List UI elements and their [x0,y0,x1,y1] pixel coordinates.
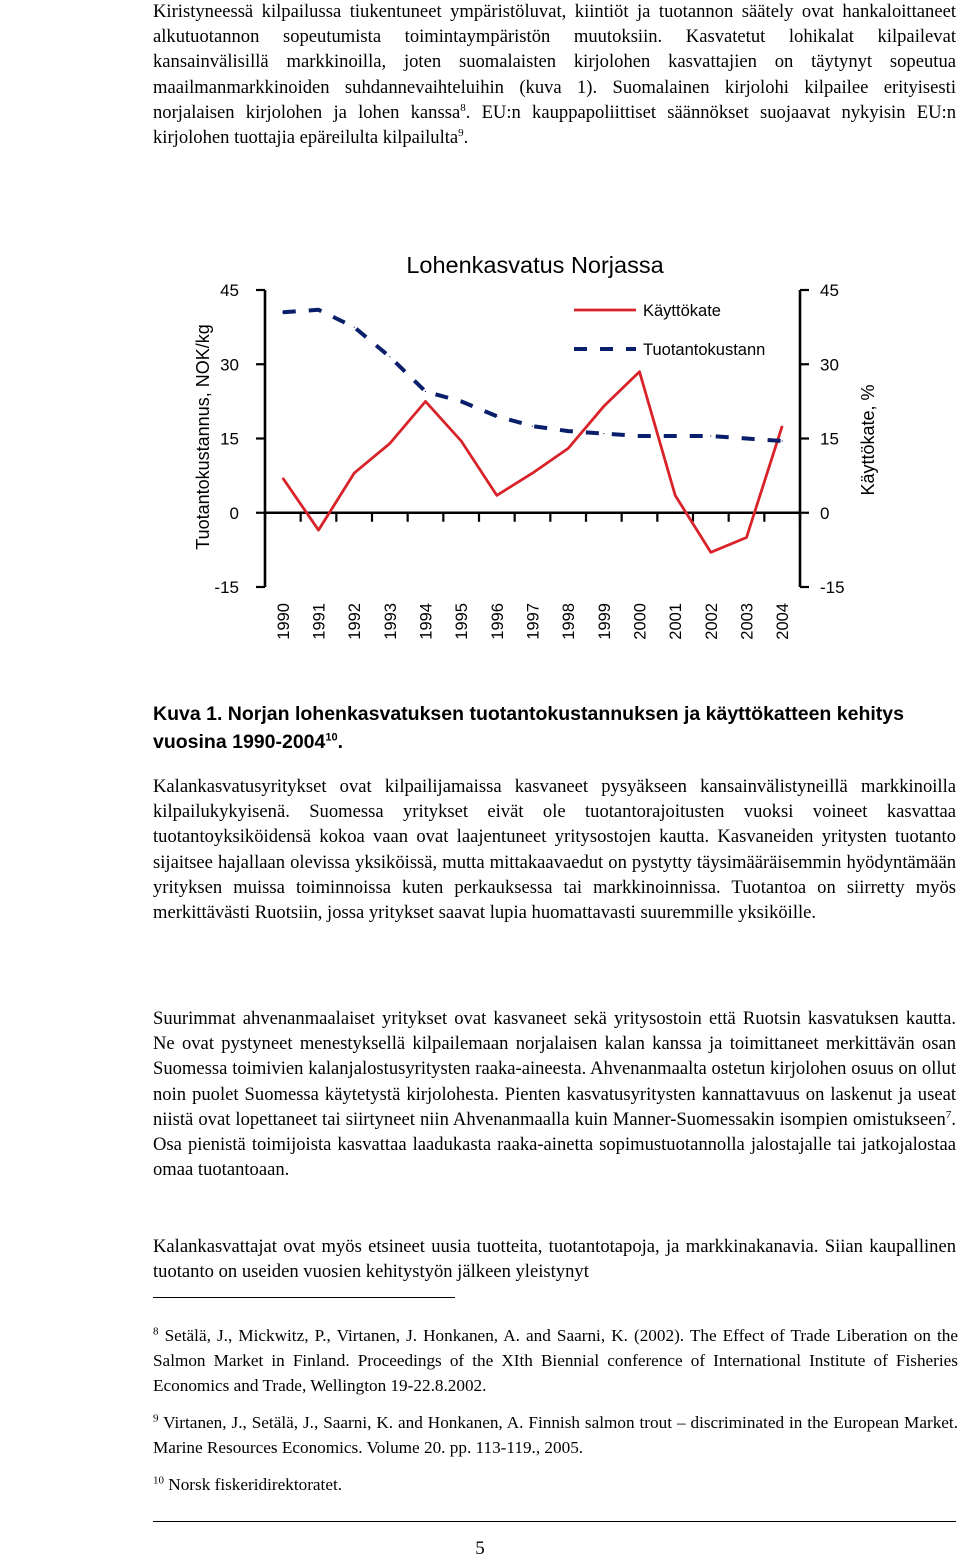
figure-caption: Kuva 1. Norjan lohenkasvatuksen tuotantokustannuksen ja käyttökatteen kehitys vuosina 1990-2004$^{10}$. [153,703,904,753]
y-tick-label-left: -15 [214,578,239,597]
x-tick-label: 1992 [346,603,365,640]
chart-legend [574,302,765,359]
legend-label-0: Käyttökate [643,302,721,320]
data-point [389,443,390,444]
y-tick-label-right: 45 [820,281,839,300]
x-tick-label: 2004 [774,603,793,640]
data-point [603,406,604,407]
chart-tick-labels [214,281,844,640]
footnote-ref-7[interactable]: 7 [945,1108,952,1121]
data-point [354,327,355,328]
y-tick-label-right: 30 [820,355,839,375]
data-point [425,401,426,402]
x-tick-label: 1994 [417,603,436,640]
y-tick-label-left: 30 [220,355,239,375]
x-tick-label: 2002 [702,603,721,640]
chart-title: Lohenkasvatus Norjassa [406,252,664,278]
data-point [496,416,497,417]
x-tick-label: 1996 [488,603,507,640]
y-tick-label-left: 45 [220,281,239,300]
data-point [782,440,783,441]
data-point [746,438,747,439]
series-line-1 [283,310,782,441]
paragraph-4: Kalankasvattajat ovat myös etsineet uusia tuotteita, tuotantotapoja, ja markkinakanavia. Siian kaupallinen tuotanto on useiden vuosien kehitystyön jälkeen yleistynyt [153,1236,956,1283]
data-point [532,426,533,427]
x-tick-label: 1997 [524,603,543,640]
data-point [710,435,711,436]
x-tick-label: 1995 [453,603,472,640]
y-tick-label-left: 0 [229,503,239,523]
data-point [639,371,640,372]
x-tick-label: 1993 [381,603,400,640]
data-point [532,473,533,474]
data-point [461,440,462,441]
page-number: 5 [475,1538,485,1559]
data-point [282,478,283,479]
series-line-0 [283,372,782,553]
footnote-10: $^{10}$ Norsk fiskeridirektoratet. [153,1474,343,1494]
data-point [639,435,640,436]
data-point [710,552,711,553]
y-tick-label-right: 15 [820,429,839,449]
data-point [318,529,319,530]
x-tick-label: 2000 [631,603,650,640]
x-tick-label: 1991 [310,603,329,640]
intro-paragraph: Kiristyneessä kilpailussa tiukentuneet ympäristöluvat, kiintiöt ja tuotannon säätely ovat hankaloittaneet alkutuotannon sopeutumista toimintaympäristön muutoksiin. Kasvatetut lohikalat kilpailevat kansainvälisillä markkinoilla, joten suomalaisten kirjolohen kasvattajien on täytynyt sopeutua maailmanmarkkinoiden suhdannevaihteluihin (kuva 1). Suomalainen kirjolohi kilpailee erityisesti norjalaisen kirjolohen ja lohen kanssa$^8$. EU:n kauppapoliittiset säännökset suojaavat nykyisin EU:n kirjolohen tuottajia epäreilulta kilpailulta$^9$. [153,1,956,149]
data-point [782,426,783,427]
data-point [282,312,283,313]
data-point [354,473,355,474]
data-point [746,537,747,538]
data-point [425,391,426,392]
page-footer-rule [153,1521,956,1522]
y-tick-label-right: 0 [820,503,830,523]
x-tick-label: 2001 [667,603,686,640]
figure-chart [0,0,960,680]
data-point [318,309,319,310]
footnote-ref-9[interactable]: 9 [458,126,464,139]
data-point [568,448,569,449]
x-tick-label: 2003 [738,603,757,640]
y-axis-label-left: Tuotantokustannus, NOK/kg [193,324,213,550]
legend-label-1: Tuotantokustann [643,341,766,359]
data-point [603,433,604,434]
y-axis-label-right: Käyttökate, % [858,384,878,496]
x-tick-label: 1990 [274,603,293,640]
footnote-9: $^9$ Virtanen, J., Setälä, J., Saarni, K. and Honkanen, A. Finnish salmon trout – discriminated in the European Market. Marine Resources Economics. Volume 20. pp. 113-119., 2005. [153,1412,958,1457]
x-tick-label: 1998 [560,603,579,640]
x-tick-label: 1999 [595,603,614,640]
footnote-divider [153,1297,455,1298]
data-point [675,495,676,496]
data-point [675,435,676,436]
data-point [389,356,390,357]
data-point [568,430,569,431]
footnote-ref-8[interactable]: 8 [460,101,466,114]
data-point [496,495,497,496]
y-tick-label-left: 15 [220,429,239,449]
footnote-8: $^8$ Setälä, J., Mickwitz, P., Virtanen, J. Honkanen, A. and Saarni, K. (2002). The Effect of Trade Liberation on the Salmon Market in Finland. Proceedings of the XIth Biennial conference of International Institute of Fisheries Economics and Trade, Wellington 19-22.8.2002. [153,1325,959,1395]
paragraph-2: Kalankasvatusyritykset ovat kilpailijamaissa kasvaneet pysyäkseen kansainvälistyneillä markkinoilla kilpailukykyisenä. Suomessa yritykset eivät ole tuotantorajoitusten vuoksi voineet kasvattaa tuotantoyksiköidensä kokoa vaan ovat laajentuneet yritysostojen kautta. Kasvaneiden yritysten tuotanto sijaitsee hajallaan olevissa yksiköissä, mutta mittakaavaedut on pystytty täysimääräisemmin hyödyntämään yrityksen muissa toiminnoissa kuten perkauksessa tai markkinoinnissa. Tuotantoa on siirretty myös merkittävästi Ruotsiin, jossa yritykset saavat lupia huomattavasti suuremmille yksiköille. [153,776,956,924]
paragraph-3: Suurimmat ahvenanmaalaiset yritykset ovat kasvaneet sekä yritysostoin että Ruotsin kasvatuksen kautta. Ne ovat pystyneet menestyksellä kilpailemaan norjalaisen kalan kanssa ja toimittaneet merkittävän osan Suomessa toimivien kalanjalostusyritysten raaka-aineesta. Ahvenanmaalta ostetun kirjolohen osuus on ollut noin puolet Suomessa käytetystä kirjolohesta. Pienten kasvatusyritysten kannattavuus on laskenut ja useat niistä ovat lopettaneet tai siirtyneet niin Ahvenanmaalla kuin Manner-Suomessakin isompien omistukseen$^7$. Osa pienistä toimijoista kasvattaa laadukasta raaka-ainetta sopimustuotannolla jalostajalle tai jatkojalostaa omaa tuotantoaan. [153,1008,956,1181]
footnote-ref-10[interactable]: 10 [325,731,338,744]
data-point [461,401,462,402]
y-tick-label-right: -15 [820,578,845,597]
